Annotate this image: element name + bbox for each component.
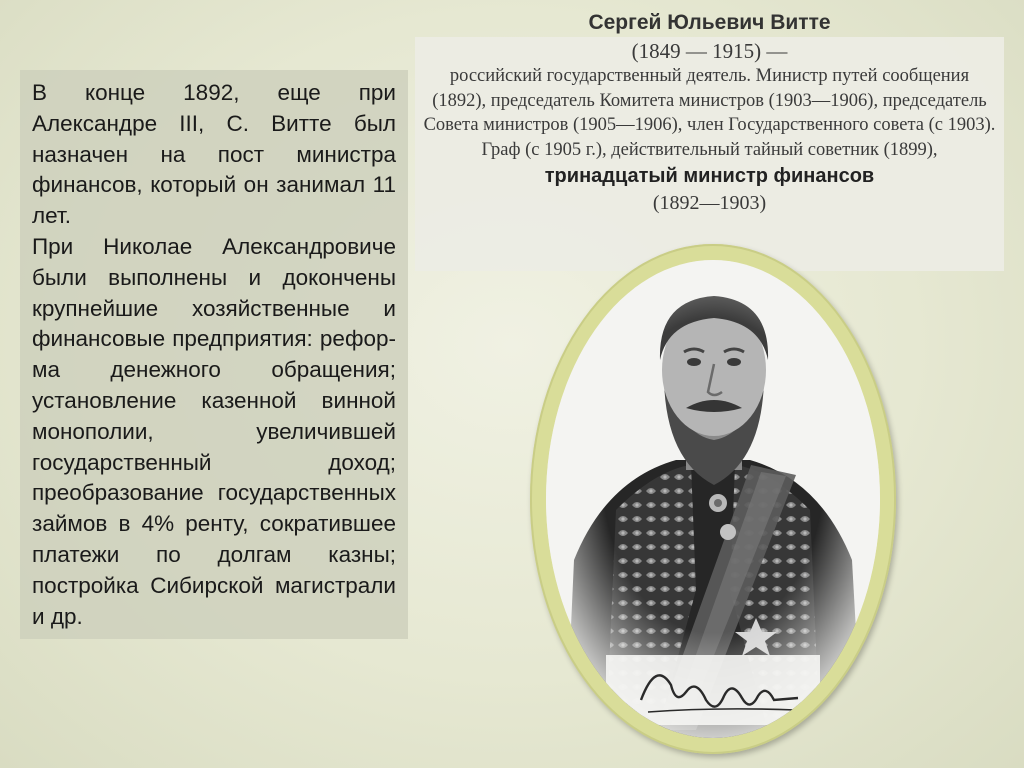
paragraph-appointment: В конце 1892, еще при Александре III, С. Витте был назначен на пост министра финансов, который он занимал 11 лет. [32, 80, 396, 229]
biography-text: российский государственный деятель. Министр путей сообщения (1892), председатель Комитета министров (1903—1906), председатель Совета министров (1905—1906), член Государственного совета (с 1903). Граф (с 1905 г.), действительный тайный советник (1899), [423, 66, 996, 160]
minister-term-years: (1892—1903) [652, 192, 767, 215]
portrait-frame [530, 244, 896, 754]
portrait-engraving [546, 260, 880, 738]
minister-role: тринадцатый министр финансов [544, 165, 875, 188]
main-text-panel [20, 70, 408, 639]
portrait-image [546, 260, 880, 738]
life-years: (1849 — 1915) — [631, 39, 788, 63]
person-name: Сергей Юльевич Витте [588, 11, 831, 34]
paragraph-reforms: При Николае Александровиче были выполнены и докончены крупнейшие хозяйственные и финансовые предприятия: реформа денежного обращения; установление казенной винной монополии, увеличившей государственный доход; преобразование государственных займов в 4% ренту, сократившее платежи по долгам казны; постройка Сибирской магистрали и др. [32, 233, 396, 629]
portrait-caption [415, 8, 1004, 216]
